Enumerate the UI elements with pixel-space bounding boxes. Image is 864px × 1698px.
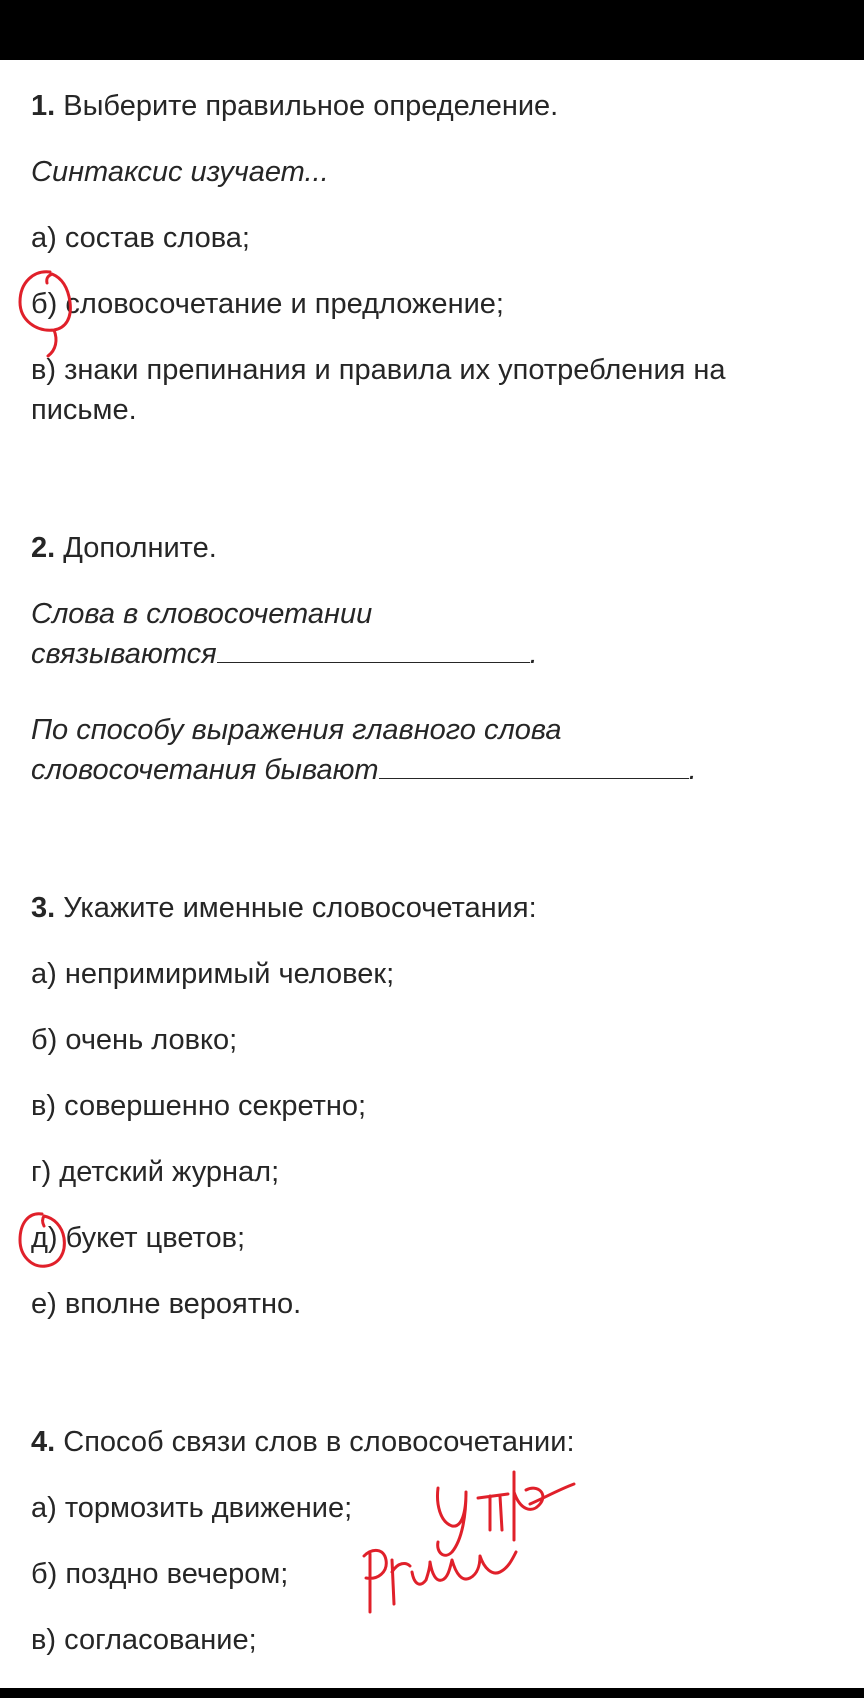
question-1-prompt: Синтаксис изучает... xyxy=(31,156,329,188)
q2-sentence-1-text: связываются xyxy=(31,638,217,670)
q3-option-e: д) букет цветов; xyxy=(31,1222,246,1254)
question-text: Укажите именные словосочетания: xyxy=(63,892,537,924)
question-number: 3. xyxy=(31,892,56,924)
q3-option-d: г) детский журнал; xyxy=(31,1156,280,1188)
question-2-title xyxy=(31,530,217,566)
handwriting-upr xyxy=(438,1472,574,1555)
period: . xyxy=(529,638,538,670)
answer-blank-2 xyxy=(379,752,689,779)
period: . xyxy=(688,754,697,786)
q1-option-c-cont: письме. xyxy=(31,394,137,426)
q4-option-a: а) тормозить движение; xyxy=(31,1492,353,1524)
q3-option-f: е) вполне вероятно. xyxy=(31,1288,302,1320)
q2-sentence-2-line-1: По способу выражения главного слова xyxy=(31,714,562,746)
question-number: 4. xyxy=(31,1426,56,1458)
answer-blank-1 xyxy=(217,636,530,663)
question-text: Выберите правильное определение. xyxy=(63,90,559,122)
question-text: Дополните. xyxy=(63,532,217,564)
q3-option-a: а) непримиримый человек; xyxy=(31,958,395,990)
q3-option-c: в) совершенно секретно; xyxy=(31,1090,367,1122)
handwriting-prim xyxy=(364,1550,516,1612)
q4-option-b: б) поздно вечером; xyxy=(31,1558,289,1590)
question-3-title xyxy=(31,890,537,926)
question-4-title xyxy=(31,1424,575,1460)
ink-marks xyxy=(20,272,574,1612)
question-text: Способ связи слов в словосочетании: xyxy=(63,1426,575,1458)
q2-sentence-2-line-2 xyxy=(31,752,697,788)
bottom-edge xyxy=(0,1688,864,1698)
q3-option-b: б) очень ловко; xyxy=(31,1024,238,1056)
q1-option-a: а) состав слова; xyxy=(31,222,250,254)
question-number: 2. xyxy=(31,532,56,564)
q2-sentence-1-line-2 xyxy=(31,636,538,672)
q4-option-c: в) согласование; xyxy=(31,1624,257,1656)
q2-sentence-2-text: словосочетания бывают xyxy=(31,754,379,786)
q1-option-c: в) знаки препинания и правила их употребления на xyxy=(31,354,726,386)
question-1-title xyxy=(31,88,558,124)
status-bar xyxy=(0,0,864,60)
question-number: 1. xyxy=(31,90,56,122)
q2-sentence-1-line-1: Слова в словосочетании xyxy=(31,598,373,630)
q1-option-b: б) словосочетание и предложение; xyxy=(31,288,504,320)
